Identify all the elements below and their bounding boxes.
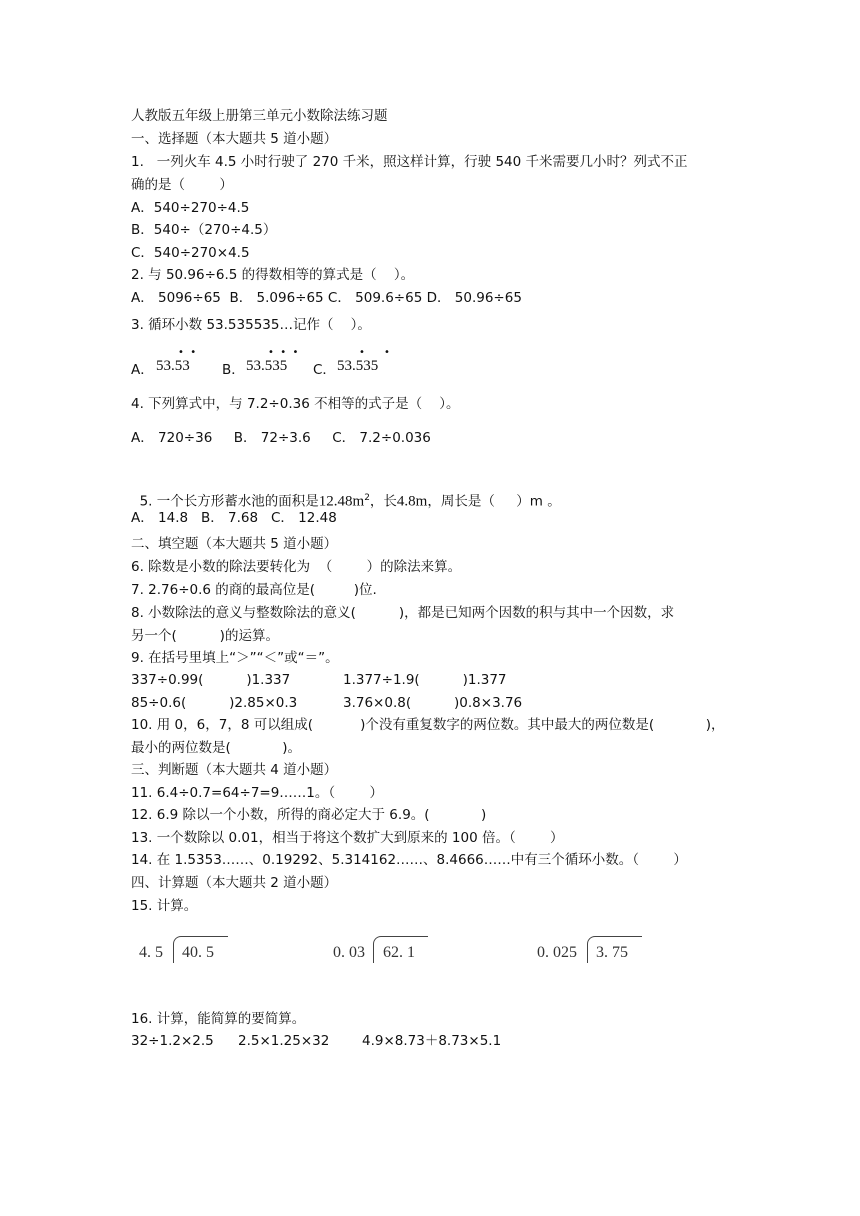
section-choice-heading: 一、选择题（本大题共 5 道小题）: [131, 131, 338, 147]
question-16-expr-1: 32÷1.2×2.5: [131, 1033, 214, 1049]
question-5-area: 12.48: [318, 493, 353, 510]
question-5-text-c: ，周长是（ ）m 。: [427, 493, 561, 510]
question-2-options: A． 5096÷65 B． 5.096÷65 C． 509.6÷65 D． 50.96÷65: [131, 290, 522, 306]
question-5-text-b: ，长: [369, 493, 397, 510]
question-7: 7. 2.76÷0.6 的商的最高位是( )位.: [131, 582, 377, 598]
long-division-1-dividend: 40. 5: [182, 944, 214, 961]
question-9-row1-a: 337÷0.99( )1.337: [131, 672, 291, 688]
question-10-line1: 10. 用 0，6，7，8 可以组成( )个没有重复数字的两位数。其中最大的两位数是( )，: [131, 717, 725, 733]
question-3-option-b-label: B．: [222, 362, 245, 378]
long-division-2-divisor: 0. 03: [333, 944, 365, 961]
question-16-text: 16. 计算，能简算的要简算。: [131, 1011, 306, 1027]
question-9-row1-b: 1.377÷1.9( )1.377: [343, 672, 507, 688]
question-15-text: 15. 计算。: [131, 898, 198, 914]
long-division-1-divisor: 4. 5: [139, 944, 163, 961]
long-division-2-dividend: 62. 1: [383, 944, 415, 961]
long-division-3-dividend: 3. 75: [596, 944, 628, 961]
section-judge-heading: 三、判断题（本大题共 4 道小题）: [131, 762, 338, 778]
question-9-row2-b: 3.76×0.8( )0.8×3.76: [343, 695, 523, 711]
question-14: 14. 在 1.5353……、0.19292、5.314162……、8.4666……中有三个循环小数。（ ）: [131, 852, 687, 868]
question-13: 13. 一个数除以 0.01，相当于将这个数扩大到原来的 100 倍。（ ）: [131, 830, 564, 846]
question-4-options: A． 720÷36 B． 72÷3.6 C． 7.2÷0.036: [131, 430, 431, 446]
question-3-option-c-label: C．: [313, 362, 336, 378]
question-3-text: 3. 循环小数 53.535535…记作（ ）。: [131, 317, 371, 333]
question-9-row2-a: 85÷0.6( )2.85×0.3: [131, 695, 298, 711]
question-1-line1: 1. 一列火车 4.5 小时行驶了 270 千米，照这样计算，行驶 540 千米需要几小时？列式不正: [131, 154, 688, 170]
question-1-option-a: A．540÷270÷4.5: [131, 200, 250, 216]
question-3-option-a-value: 53.53: [156, 358, 190, 374]
question-11: 11. 6.4÷0.7=64÷7=9……1。（ ）: [131, 785, 383, 801]
question-3-option-c-value: 53.535: [337, 358, 379, 374]
question-8-line1: 8. 小数除法的意义与整数除法的意义( )，都是已知两个因数的积与其中一个因数，求: [131, 605, 675, 621]
question-1-line2: 确的是（ ）: [131, 177, 233, 193]
question-9-text: 9. 在括号里填上“＞”“＜”或“＝”。: [131, 650, 339, 666]
question-12: 12. 6.9 除以一个小数，所得的商必定大于 6.9。( ): [131, 807, 487, 823]
question-4-text: 4. 下列算式中，与 7.2÷0.36 不相等的式子是（ ）。: [131, 396, 460, 412]
question-16-expr-3: 4.9×8.73＋8.73×5.1: [362, 1033, 502, 1049]
question-5-area-unit: m: [352, 493, 365, 510]
question-1-option-c: C．540÷270×4.5: [131, 245, 250, 261]
question-5-text-a: 5. 一个长方形蓄水池的面积是: [139, 493, 319, 510]
long-division-3-divisor: 0. 025: [537, 944, 577, 961]
question-5-options: A． 14.8 B． 7.68 C． 12.48: [131, 510, 337, 526]
question-1-option-b: B．540÷（270÷4.5）: [131, 222, 277, 238]
question-2-text: 2. 与 50.96÷6.5 的得数相等的算式是（ ）。: [131, 267, 415, 283]
section-calc-heading: 四、计算题（本大题共 2 道小题）: [131, 875, 338, 891]
question-5-text: [131, 471, 561, 511]
question-5-area-sup: 2: [364, 493, 370, 503]
repeating-dots: • • •: [268, 347, 299, 358]
question-3-option-b-value: 53.535: [246, 358, 288, 374]
repeating-dots: • •: [178, 347, 197, 358]
repeating-dots: • •: [359, 347, 390, 358]
question-6: 6. 除数是小数的除法要转化为 （ ）的除法来算。: [131, 559, 462, 575]
question-8-line2: 另一个( )的运算。: [131, 628, 279, 644]
question-10-line2: 最小的两位数是( )。: [131, 740, 302, 756]
question-16-expr-2: 2.5×1.25×32: [238, 1033, 330, 1049]
section-fill-heading: 二、填空题（本大题共 5 道小题）: [131, 536, 338, 552]
question-5-length: 4.8m: [396, 493, 428, 510]
question-3-option-a-label: A．: [131, 362, 154, 378]
page-title: 人教版五年级上册第三单元小数除法练习题: [131, 108, 388, 124]
